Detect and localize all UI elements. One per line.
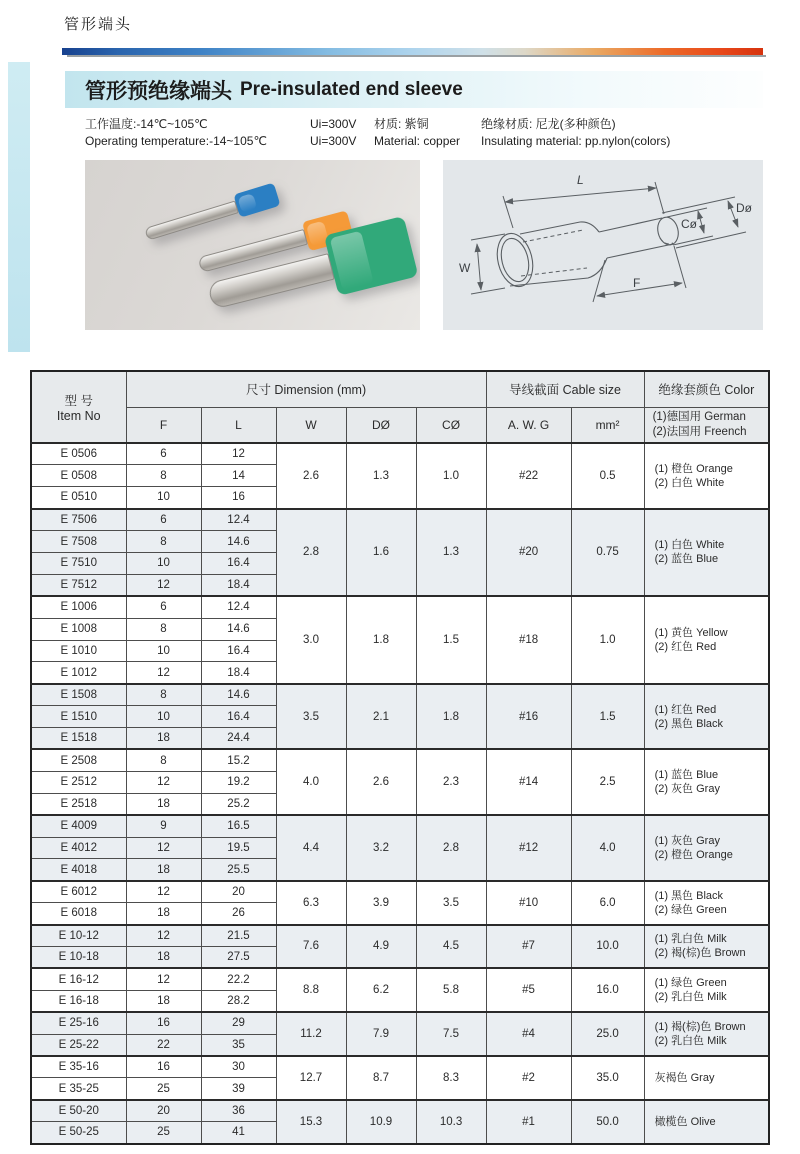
item-no-cell: E 50-20 <box>31 1100 126 1122</box>
header-cable-size: 导线截面 Cable size <box>486 371 644 407</box>
dim-f-cell: 22 <box>126 1034 201 1056</box>
color-line: (1) 黄色 Yellow <box>654 627 728 640</box>
item-no-cell: E 0510 <box>31 487 126 509</box>
color-cell <box>644 1100 769 1144</box>
dim-d-cell: 3.2 <box>346 815 416 881</box>
awg-cell: #10 <box>486 881 571 925</box>
dim-l-cell: 27.5 <box>201 946 276 968</box>
dim-f-cell: 18 <box>126 903 201 925</box>
header-awg: A. W. G <box>486 407 571 443</box>
dim-f-cell: 12 <box>126 771 201 793</box>
mm2-cell: 10.0 <box>571 925 644 969</box>
awg-cell: #18 <box>486 596 571 684</box>
dim-f-cell: 6 <box>126 509 201 531</box>
dim-d-cell: 3.9 <box>346 881 416 925</box>
gradient-divider-bar <box>62 48 763 55</box>
awg-cell: #4 <box>486 1012 571 1056</box>
item-no-cell: E 2512 <box>31 771 126 793</box>
table-row <box>31 1100 769 1122</box>
dim-l-cell: 12.4 <box>201 509 276 531</box>
color-cell <box>644 684 769 750</box>
color-line: 灰褐色 Gray <box>654 1071 715 1084</box>
dim-l-cell: 22.2 <box>201 968 276 990</box>
dimension-diagram-svg <box>443 160 763 330</box>
dim-f-cell: 18 <box>126 793 201 815</box>
table-row <box>31 684 769 706</box>
color-line: (2) 白色 White <box>654 476 725 489</box>
color-line: (1) 褐(棕)色 Brown <box>654 1021 746 1034</box>
item-no-cell: E 16-12 <box>31 968 126 990</box>
dim-w-cell: 4.0 <box>276 749 346 815</box>
color-cell <box>644 815 769 881</box>
dim-w-cell: 12.7 <box>276 1056 346 1100</box>
awg-cell: #16 <box>486 684 571 750</box>
dim-f-cell: 25 <box>126 1078 201 1100</box>
spec-temperature-en: Operating temperature:-14~105℃ <box>85 134 267 148</box>
ferrule-blue-tube <box>144 200 239 240</box>
header-item-no-en: Item No <box>56 409 101 423</box>
color-cell <box>644 443 769 509</box>
color-line: (1) 绿色 Green <box>654 977 727 990</box>
spec-material <box>374 116 481 150</box>
dim-c-cell: 1.8 <box>416 684 486 750</box>
color-cell <box>644 881 769 925</box>
dim-l-cell: 36 <box>201 1100 276 1122</box>
dim-d-cell: 4.9 <box>346 925 416 969</box>
dim-l-cell: 16 <box>201 487 276 509</box>
color-line: (2) 乳白色 Milk <box>654 1035 727 1048</box>
item-no-cell: E 35-25 <box>31 1078 126 1100</box>
awg-cell: #1 <box>486 1100 571 1144</box>
item-no-cell: E 6012 <box>31 881 126 903</box>
item-no-cell: E 4018 <box>31 859 126 881</box>
spec-table <box>30 370 770 1145</box>
dim-l-cell: 39 <box>201 1078 276 1100</box>
color-line: (2) 褐(棕)色 Brown <box>654 947 746 960</box>
dim-f-cell: 18 <box>126 990 201 1012</box>
header-color-sub <box>644 407 769 443</box>
dim-l-cell: 14 <box>201 465 276 487</box>
color-line: (2) 绿色 Green <box>654 903 727 916</box>
dim-l-cell: 26 <box>201 903 276 925</box>
dim-l-cell: 25.2 <box>201 793 276 815</box>
mm2-cell: 35.0 <box>571 1056 644 1100</box>
dim-l-cell: 14.6 <box>201 684 276 706</box>
dim-c-cell: 3.5 <box>416 881 486 925</box>
color-cell <box>644 1012 769 1056</box>
dim-l-cell: 14.6 <box>201 531 276 553</box>
table-header-row-2 <box>31 407 769 443</box>
spec-voltage <box>310 116 374 150</box>
item-no-cell: E 10-12 <box>31 925 126 947</box>
dim-f-cell: 6 <box>126 443 201 465</box>
dim-f-cell: 25 <box>126 1122 201 1144</box>
section-title-cn: 管形预绝缘端头 <box>85 79 232 103</box>
dim-l-cell: 18.4 <box>201 662 276 684</box>
dim-l-cell: 16.4 <box>201 552 276 574</box>
dim-l-cell: 20 <box>201 881 276 903</box>
dim-c-cell: 1.3 <box>416 509 486 597</box>
dim-f-cell: 16 <box>126 1056 201 1078</box>
dim-f-cell: 8 <box>126 618 201 640</box>
dim-f-cell: 8 <box>126 684 201 706</box>
color-cell <box>644 509 769 597</box>
dim-f-cell: 20 <box>126 1100 201 1122</box>
color-line: (1) 乳白色 Milk <box>654 933 727 946</box>
mm2-cell: 0.75 <box>571 509 644 597</box>
dim-f-cell: 18 <box>126 728 201 750</box>
color-cell <box>644 596 769 684</box>
color-line: (2) 红色 Red <box>654 641 717 654</box>
dim-f-cell: 8 <box>126 465 201 487</box>
spec-insulation-en: Insulating material: pp.nylon(colors) <box>481 134 671 148</box>
mm2-cell: 50.0 <box>571 1100 644 1144</box>
dim-l-cell: 25.5 <box>201 859 276 881</box>
item-no-cell: E 16-18 <box>31 990 126 1012</box>
dim-w-cell: 3.5 <box>276 684 346 750</box>
item-no-cell: E 1518 <box>31 728 126 750</box>
dim-l-cell: 30 <box>201 1056 276 1078</box>
dim-f-cell: 6 <box>126 596 201 618</box>
item-no-cell: E 10-18 <box>31 946 126 968</box>
table-row <box>31 1012 769 1034</box>
spec-temperature <box>85 116 310 150</box>
ferrule-blue-sleeve <box>233 182 280 217</box>
color-line: (2) 灰色 Gray <box>654 783 720 796</box>
dim-f-cell: 12 <box>126 925 201 947</box>
dim-l-cell: 19.5 <box>201 837 276 859</box>
dim-f-cell: 16 <box>126 1012 201 1034</box>
dim-l-cell: 16.5 <box>201 815 276 837</box>
dim-w-cell: 6.3 <box>276 881 346 925</box>
dim-d-cell: 1.6 <box>346 509 416 597</box>
dim-c-cell: 1.0 <box>416 443 486 509</box>
dim-d-cell: 8.7 <box>346 1056 416 1100</box>
item-no-cell: E 7510 <box>31 552 126 574</box>
header-f: F <box>126 407 201 443</box>
color-line: (1) 红色 Red <box>654 703 717 716</box>
dim-w-cell: 4.4 <box>276 815 346 881</box>
dim-f-cell: 8 <box>126 531 201 553</box>
spec-voltage-cn: Ui=300V <box>310 117 357 131</box>
dim-w-cell: 8.8 <box>276 968 346 1012</box>
dim-l-cell: 41 <box>201 1122 276 1144</box>
mm2-cell: 25.0 <box>571 1012 644 1056</box>
dim-l-cell: 35 <box>201 1034 276 1056</box>
spec-material-cn: 材质: 紫铜 <box>374 117 429 131</box>
header-color-sub-german: (1)德国用 German <box>652 410 746 423</box>
dim-l-cell: 29 <box>201 1012 276 1034</box>
table-row <box>31 1056 769 1078</box>
dim-f-cell: 18 <box>126 946 201 968</box>
table-row <box>31 815 769 837</box>
item-no-cell: E 1010 <box>31 640 126 662</box>
awg-cell: #7 <box>486 925 571 969</box>
spec-insulation-cn: 绝缘材质: 尼龙(多种颜色) <box>481 117 616 131</box>
dim-f-cell: 8 <box>126 749 201 771</box>
dim-l-cell: 28.2 <box>201 990 276 1012</box>
dim-f-cell: 12 <box>126 837 201 859</box>
color-line: (1) 橙色 Orange <box>654 462 733 475</box>
table-row <box>31 881 769 903</box>
spec-material-en: Material: copper <box>374 134 461 148</box>
dim-c-cell: 1.5 <box>416 596 486 684</box>
diagram-label-d: Dø <box>736 201 752 215</box>
section-title-en: Pre-insulated end sleeve <box>240 78 463 100</box>
item-no-cell: E 7508 <box>31 531 126 553</box>
header-l: L <box>201 407 276 443</box>
dim-f-cell: 12 <box>126 881 201 903</box>
table-row <box>31 509 769 531</box>
header-mm2: mm² <box>571 407 644 443</box>
dim-f-cell: 9 <box>126 815 201 837</box>
diagram-label-w: W <box>459 261 471 275</box>
dim-l-cell: 19.2 <box>201 771 276 793</box>
dim-d-cell: 1.8 <box>346 596 416 684</box>
header-d-dia: DØ <box>346 407 416 443</box>
item-no-cell: E 4012 <box>31 837 126 859</box>
header-item-no <box>31 371 126 443</box>
spec-lines <box>85 116 775 150</box>
dim-f-cell: 12 <box>126 662 201 684</box>
header-c-dia: CØ <box>416 407 486 443</box>
item-no-cell: E 1008 <box>31 618 126 640</box>
dim-d-cell: 2.1 <box>346 684 416 750</box>
color-line: (1) 灰色 Gray <box>654 834 720 847</box>
left-accent-strip <box>8 62 30 352</box>
header-w: W <box>276 407 346 443</box>
spec-voltage-en: Ui=300V <box>310 134 357 148</box>
dimension-diagram <box>443 160 763 330</box>
color-line: (1) 黑色 Black <box>654 889 724 902</box>
item-no-cell: E 2508 <box>31 749 126 771</box>
color-cell <box>644 1056 769 1100</box>
dim-d-cell: 10.9 <box>346 1100 416 1144</box>
dim-c-cell: 2.3 <box>416 749 486 815</box>
dim-w-cell: 15.3 <box>276 1100 346 1144</box>
diagram-label-f: F <box>633 276 641 290</box>
table-row <box>31 596 769 618</box>
awg-cell: #2 <box>486 1056 571 1100</box>
item-no-cell: E 0508 <box>31 465 126 487</box>
color-line: 橄榄色 Olive <box>654 1115 716 1128</box>
dim-c-cell: 2.8 <box>416 815 486 881</box>
dim-c-cell: 4.5 <box>416 925 486 969</box>
dim-c-cell: 10.3 <box>416 1100 486 1144</box>
color-line: (1) 蓝色 Blue <box>654 769 719 782</box>
header-dimension: 尺寸 Dimension (mm) <box>126 371 486 407</box>
dim-l-cell: 15.2 <box>201 749 276 771</box>
dim-l-cell: 18.4 <box>201 574 276 596</box>
dim-l-cell: 12.4 <box>201 596 276 618</box>
dim-w-cell: 11.2 <box>276 1012 346 1056</box>
item-no-cell: E 1012 <box>31 662 126 684</box>
item-no-cell: E 35-16 <box>31 1056 126 1078</box>
item-no-cell: E 25-16 <box>31 1012 126 1034</box>
color-line: (2) 橙色 Orange <box>654 848 733 861</box>
item-no-cell: E 2518 <box>31 793 126 815</box>
spec-temperature-cn: 工作温度:-14℃~105℃ <box>85 117 208 131</box>
dim-c-cell: 7.5 <box>416 1012 486 1056</box>
dim-d-cell: 7.9 <box>346 1012 416 1056</box>
color-line: (1) 白色 White <box>654 539 725 552</box>
mm2-cell: 0.5 <box>571 443 644 509</box>
header-color: 绝缘套颜色 Color <box>644 371 769 407</box>
dim-l-cell: 21.5 <box>201 925 276 947</box>
color-line: (2) 蓝色 Blue <box>654 553 719 566</box>
spec-insulation <box>481 116 775 150</box>
awg-cell: #14 <box>486 749 571 815</box>
color-cell <box>644 925 769 969</box>
mm2-cell: 4.0 <box>571 815 644 881</box>
item-no-cell: E 1508 <box>31 684 126 706</box>
dim-l-cell: 16.4 <box>201 640 276 662</box>
dim-l-cell: 24.4 <box>201 728 276 750</box>
dim-f-cell: 10 <box>126 487 201 509</box>
dim-w-cell: 2.6 <box>276 443 346 509</box>
table-row <box>31 925 769 947</box>
dim-w-cell: 2.8 <box>276 509 346 597</box>
table-row <box>31 749 769 771</box>
diagram-label-l: L <box>577 173 584 187</box>
dim-c-cell: 8.3 <box>416 1056 486 1100</box>
dim-w-cell: 7.6 <box>276 925 346 969</box>
color-line: (2) 乳白色 Milk <box>654 991 727 1004</box>
dim-l-cell: 12 <box>201 443 276 465</box>
item-no-cell: E 1006 <box>31 596 126 618</box>
dim-l-cell: 14.6 <box>201 618 276 640</box>
mm2-cell: 1.0 <box>571 596 644 684</box>
item-no-cell: E 7512 <box>31 574 126 596</box>
dim-d-cell: 2.6 <box>346 749 416 815</box>
diagram-label-c: Cø <box>681 217 697 231</box>
dim-f-cell: 12 <box>126 968 201 990</box>
mm2-cell: 1.5 <box>571 684 644 750</box>
awg-cell: #5 <box>486 968 571 1012</box>
ferrule-green-tube <box>207 253 335 309</box>
dim-d-cell: 1.3 <box>346 443 416 509</box>
table-row <box>31 443 769 465</box>
section-title-banner <box>65 71 763 108</box>
page-title: 管形端头 <box>64 16 133 33</box>
item-no-cell: E 6018 <box>31 903 126 925</box>
mm2-cell: 16.0 <box>571 968 644 1012</box>
item-no-cell: E 7506 <box>31 509 126 531</box>
table-header-row-1 <box>31 371 769 407</box>
awg-cell: #22 <box>486 443 571 509</box>
header-color-sub-french: (2)法国用 Freench <box>652 425 747 438</box>
dim-f-cell: 12 <box>126 574 201 596</box>
dim-f-cell: 10 <box>126 706 201 728</box>
dim-l-cell: 16.4 <box>201 706 276 728</box>
awg-cell: #12 <box>486 815 571 881</box>
color-line: (2) 黑色 Black <box>654 717 724 730</box>
item-no-cell: E 50-25 <box>31 1122 126 1144</box>
dim-f-cell: 10 <box>126 640 201 662</box>
dim-w-cell: 3.0 <box>276 596 346 684</box>
item-no-cell: E 1510 <box>31 706 126 728</box>
header-item-no-cn: 型 号 <box>64 394 93 408</box>
awg-cell: #20 <box>486 509 571 597</box>
gradient-bar-shadow <box>67 55 766 57</box>
dim-f-cell: 10 <box>126 552 201 574</box>
item-no-cell: E 0506 <box>31 443 126 465</box>
table-row <box>31 968 769 990</box>
dim-f-cell: 18 <box>126 859 201 881</box>
color-cell <box>644 749 769 815</box>
item-no-cell: E 4009 <box>31 815 126 837</box>
mm2-cell: 2.5 <box>571 749 644 815</box>
dim-c-cell: 5.8 <box>416 968 486 1012</box>
mm2-cell: 6.0 <box>571 881 644 925</box>
color-cell <box>644 968 769 1012</box>
product-photo <box>85 160 420 330</box>
dim-d-cell: 6.2 <box>346 968 416 1012</box>
item-no-cell: E 25-22 <box>31 1034 126 1056</box>
